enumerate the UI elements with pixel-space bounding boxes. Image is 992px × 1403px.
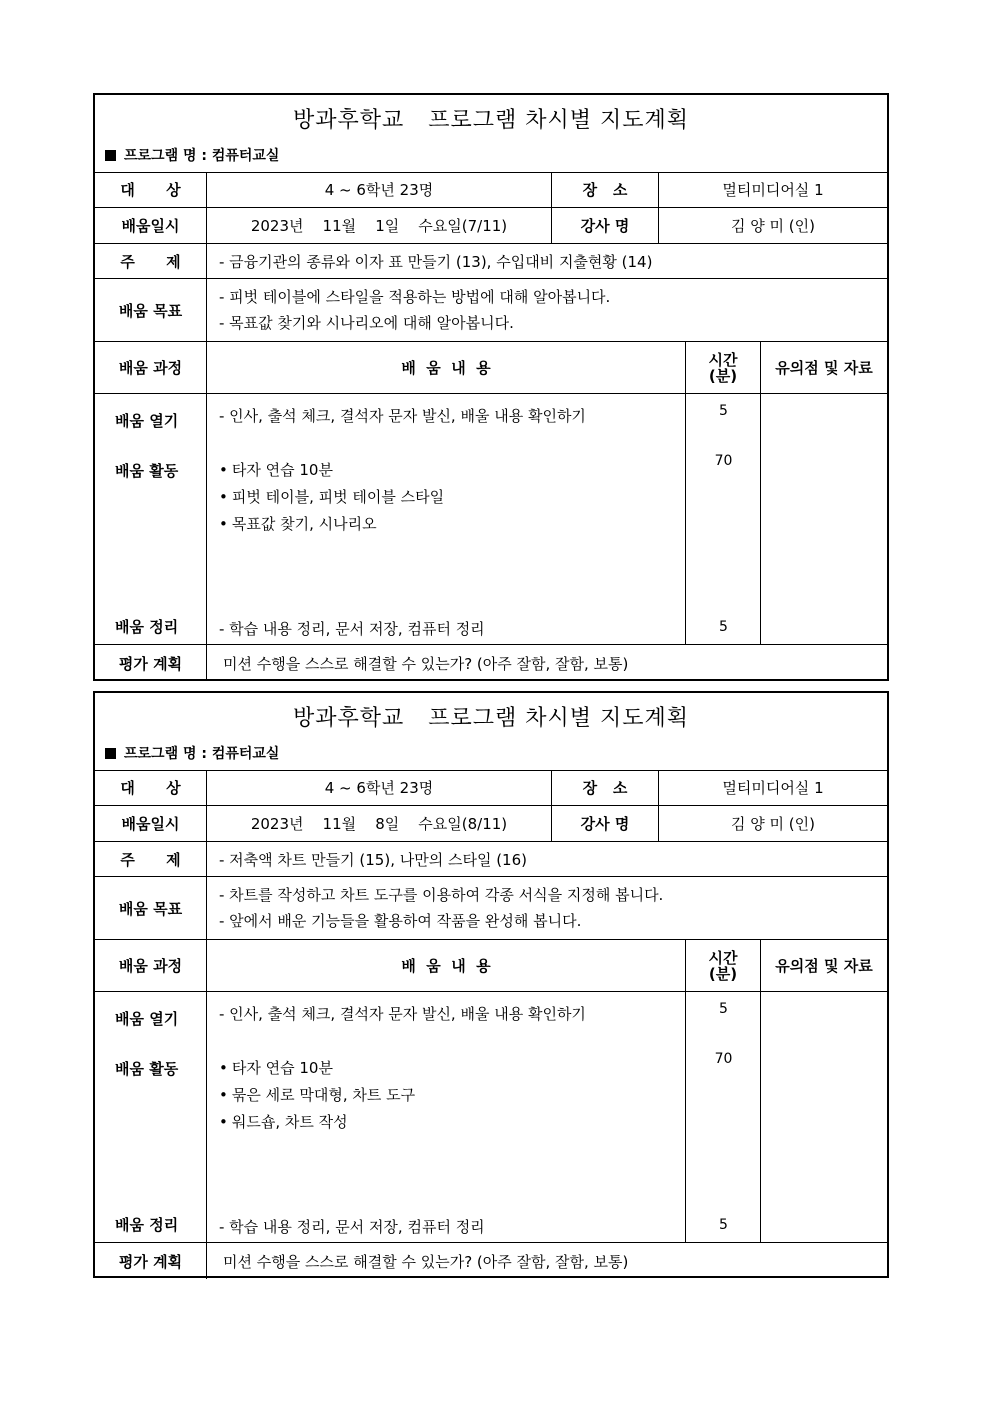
program-name-text: 프로그램 명 : 컴퓨터교실 [124,746,280,762]
target-label: 대 상 [95,172,207,207]
goal-item: - 피벗 테이블에 스타일을 적용하는 방법에 대해 알아봅니다. [219,288,611,306]
goal-item: - 차트를 작성하고 차트 도구를 이용하여 각종 서식을 지정해 봅니다. [219,886,664,904]
teacher-label: 강사 명 [552,208,659,243]
close-content: - 학습 내용 정리, 문서 저장, 컴퓨터 정리 [219,1218,485,1236]
place-value: 멀티미디어실 1 [722,181,824,199]
process-header-row [95,940,887,992]
program-name [105,145,279,165]
plan-title: 방과후학교 프로그램 차시별 지도계획 [293,706,689,731]
program-name [105,743,279,763]
process-label: 배움 과정 [95,342,207,393]
time-open: 5 [719,1001,728,1017]
stage-close: 배움 정리 [115,618,179,636]
date-label: 배움일시 [95,806,207,841]
activity-item: • 피벗 테이블, 피벗 테이블 스타일 [219,486,444,507]
stage-open: 배움 열기 [115,1010,179,1028]
process-label: 배움 과정 [95,940,207,991]
notes-label: 유의점 및 자료 [775,957,873,975]
time-close: 5 [719,619,728,635]
time-label-top: 시간 [708,948,738,967]
time-open: 5 [719,403,728,419]
program-name-text: 프로그램 명 : 컴퓨터교실 [124,148,280,164]
time-label [686,342,761,393]
goal-item: - 목표값 찾기와 시나리오에 대해 알아봅니다. [219,314,514,332]
plan-header [95,95,887,173]
lesson-plan-1 [93,93,889,681]
process-body-row [95,992,887,1243]
stage-activity: 배움 활동 [115,462,179,480]
activity-item: • 타자 연습 10분 [219,459,333,480]
close-content: - 학습 내용 정리, 문서 저장, 컴퓨터 정리 [219,620,485,638]
content-label: 배 움 내 용 [207,342,686,393]
date-value: 2023년 11월 8일 수요일(8/11) [207,806,552,841]
target-row [95,172,887,208]
notes-column [761,394,887,644]
topic-label: 주 제 [95,842,207,876]
date-row [95,806,887,842]
lesson-plan-2 [93,691,889,1278]
date-label: 배움일시 [95,208,207,243]
activity-item: • 타자 연습 10분 [219,1057,333,1078]
content-column [207,992,686,1242]
target-value: 4 ~ 6학년 23명 [207,172,552,207]
eval-row [95,645,887,681]
time-column [686,394,761,644]
process-body-row [95,394,887,645]
time-close: 5 [719,1217,728,1233]
eval-row [95,1243,887,1279]
content-column [207,394,686,644]
notes-column [761,992,887,1242]
time-column [686,992,761,1242]
date-row [95,208,887,244]
goal-row [95,279,887,342]
eval-label: 평가 계획 [95,645,207,681]
time-activity: 70 [714,453,733,469]
topic-value: - 저축액 차트 만들기 (15), 나만의 스타일 (16) [219,850,528,869]
open-content: - 인사, 출석 체크, 결석자 문자 발신, 배울 내용 확인하기 [219,407,586,425]
time-label-bottom: (분) [708,366,738,385]
place-label: 장 소 [552,770,659,805]
topic-row [95,244,887,279]
time-label [686,940,761,991]
activity-item: • 워드숍, 차트 작성 [219,1111,348,1132]
stage-column [95,992,207,1242]
target-value: 4 ~ 6학년 23명 [207,770,552,805]
eval-value: 미션 수행을 스스로 해결할 수 있는가? (아주 잘함, 잘함, 보통) [223,1252,629,1271]
stage-activity: 배움 활동 [115,1060,179,1078]
goal-item: - 앞에서 배운 기능들을 활용하여 작품을 완성해 봅니다. [219,912,582,930]
square-bullet-icon [105,748,116,759]
plan-title: 방과후학교 프로그램 차시별 지도계획 [293,108,689,133]
place-label: 장 소 [552,172,659,207]
time-label-bottom: (분) [708,964,738,983]
goal-list [207,877,887,939]
eval-label: 평가 계획 [95,1243,207,1279]
goal-label: 배움 목표 [95,877,207,939]
time-label-top: 시간 [708,350,738,369]
content-label: 배 움 내 용 [207,940,686,991]
eval-value: 미션 수행을 스스로 해결할 수 있는가? (아주 잘함, 잘함, 보통) [223,654,629,673]
target-label: 대 상 [95,770,207,805]
stage-open: 배움 열기 [115,412,179,430]
date-value: 2023년 11월 1일 수요일(7/11) [207,208,552,243]
process-header-row [95,342,887,394]
target-row [95,770,887,806]
open-content: - 인사, 출석 체크, 결석자 문자 발신, 배울 내용 확인하기 [219,1005,586,1023]
teacher-label: 강사 명 [552,806,659,841]
stage-close: 배움 정리 [115,1216,179,1234]
place-value: 멀티미디어실 1 [722,779,824,797]
plan-header [95,693,887,771]
time-activity: 70 [714,1051,733,1067]
topic-value: - 금융기관의 종류와 이자 표 만들기 (13), 수입대비 지출현황 (14) [219,252,653,271]
teacher-value: 김 양 미 (인) [731,815,815,833]
square-bullet-icon [105,150,116,161]
notes-label: 유의점 및 자료 [775,359,873,377]
teacher-value: 김 양 미 (인) [731,217,815,235]
activity-item: • 목표값 찾기, 시나리오 [219,513,377,534]
stage-column [95,394,207,644]
goal-row [95,877,887,940]
topic-row [95,842,887,877]
goal-label: 배움 목표 [95,279,207,341]
topic-label: 주 제 [95,244,207,278]
goal-list [207,279,887,341]
activity-item: • 묶은 세로 막대형, 차트 도구 [219,1084,415,1105]
